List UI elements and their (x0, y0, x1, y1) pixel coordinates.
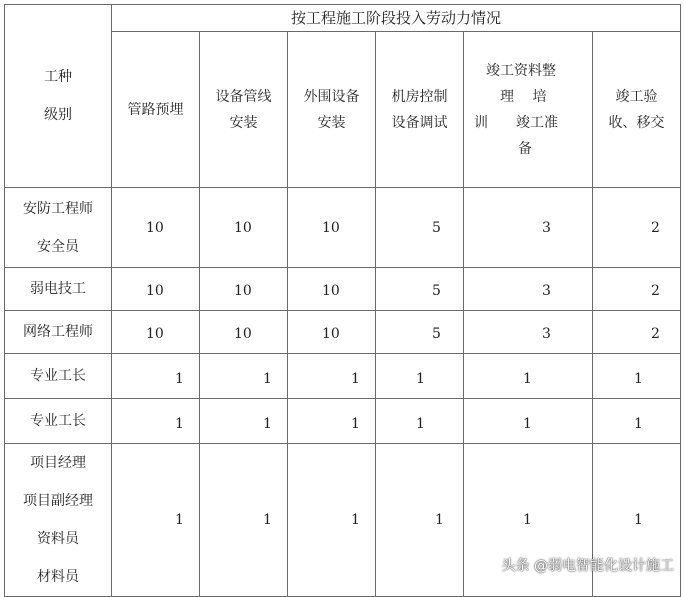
row-2-val-6: 2 (593, 268, 681, 311)
phase-6-line-2: 收、移交 (608, 114, 665, 131)
phase-4-line-1: 机房控制 (391, 88, 448, 105)
row-5-val-5: 1 (464, 399, 593, 444)
row-5-val-6: 1 (593, 399, 681, 444)
row-3-val-5: 3 (464, 311, 593, 354)
row-1-val-3: 10 (288, 188, 376, 268)
row-5-val-4: 1 (376, 399, 464, 444)
row-3-val-3: 10 (288, 311, 376, 354)
phase-5-line-3: 训 竣工准 (474, 114, 558, 131)
labor-table (4, 4, 681, 597)
watermark: 头条 @弱电智能化设计施工 (501, 558, 674, 574)
phase-header-2 (200, 32, 288, 188)
phase-header-6 (593, 32, 681, 188)
row-1-val-6: 2 (593, 188, 681, 268)
row-2-val-2: 10 (200, 268, 288, 311)
row-1-val-2: 10 (200, 188, 288, 268)
row-1-val-4: 5 (376, 188, 464, 268)
table-row (5, 354, 681, 399)
row-6-label-line-4: 材料员 (37, 569, 79, 585)
phase-2-line-1: 设备管线 (215, 88, 272, 105)
row-6-val-6: 1 (593, 444, 681, 597)
phase-3-line-2: 安装 (317, 114, 346, 131)
row-3-label-line-1: 网络工程师 (23, 324, 93, 340)
table-title: 按工程施工阶段投入劳动力情况 (112, 5, 681, 32)
row-2-label-line-1: 弱电技工 (30, 281, 86, 297)
row-5-label (5, 399, 112, 444)
row-5-val-3: 1 (288, 399, 376, 444)
row-6-val-2: 1 (200, 444, 288, 597)
table-row (5, 268, 681, 311)
row-4-val-4: 1 (376, 354, 464, 399)
row-4-val-2: 1 (200, 354, 288, 399)
row-1-val-5: 3 (464, 188, 593, 268)
row-6-label (5, 444, 112, 597)
row-2-val-4: 5 (376, 268, 464, 311)
row-3-val-2: 10 (200, 311, 288, 354)
row-3-val-6: 2 (593, 311, 681, 354)
phase-5-line-1: 竣工资料整 (486, 62, 556, 79)
row-4-val-1: 1 (112, 354, 200, 399)
row-4-label (5, 354, 112, 399)
row-2-label (5, 268, 112, 311)
row-3-val-1: 10 (112, 311, 200, 354)
row-6-label-line-2: 项目副经理 (23, 493, 93, 509)
row-3-val-4: 5 (376, 311, 464, 354)
corner-line-2: 级别 (44, 107, 72, 123)
row-6-val-3: 1 (288, 444, 376, 597)
phase-header-1 (112, 32, 200, 188)
phase-header-4 (376, 32, 464, 188)
phase-header-3 (288, 32, 376, 188)
row-6-val-4: 1 (376, 444, 464, 597)
row-4-val-6: 1 (593, 354, 681, 399)
row-1-val-1: 10 (112, 188, 200, 268)
labor-table-container (4, 4, 681, 597)
row-4-val-5: 1 (464, 354, 593, 399)
phase-5-line-2: 理 培 (500, 88, 547, 105)
row-2-val-5: 3 (464, 268, 593, 311)
row-5-val-1: 1 (112, 399, 200, 444)
phase-3-line-1: 外围设备 (303, 88, 360, 105)
row-3-label (5, 311, 112, 354)
row-1-label-line-2: 安全员 (37, 238, 79, 255)
row-5-val-2: 1 (200, 399, 288, 444)
row-2-val-3: 10 (288, 268, 376, 311)
row-6-label-line-1: 项目经理 (30, 455, 86, 471)
corner-line-1: 工种 (44, 69, 72, 85)
row-1-label (5, 188, 112, 268)
phase-header-5 (464, 32, 593, 188)
table-row (5, 399, 681, 444)
row-4-val-3: 1 (288, 354, 376, 399)
row-2-val-1: 10 (112, 268, 200, 311)
phase-6-line-1: 竣工验 (615, 88, 658, 105)
phase-4-line-2: 设备调试 (391, 114, 448, 131)
row-5-label-line-1: 专业工长 (30, 413, 86, 429)
row-6-label-line-3: 资料员 (37, 531, 79, 547)
phase-2-line-2: 安装 (229, 114, 258, 131)
phase-1-line-1: 管路预埋 (127, 101, 184, 118)
row-6-val-5: 1 (464, 444, 593, 597)
table-row (5, 311, 681, 354)
table-row (5, 188, 681, 268)
corner-header (5, 5, 112, 188)
row-1-label-line-1: 安防工程师 (23, 200, 93, 217)
row-6-val-1: 1 (112, 444, 200, 597)
phase-5-line-4: 备 (518, 140, 532, 157)
row-4-label-line-1: 专业工长 (30, 368, 86, 384)
